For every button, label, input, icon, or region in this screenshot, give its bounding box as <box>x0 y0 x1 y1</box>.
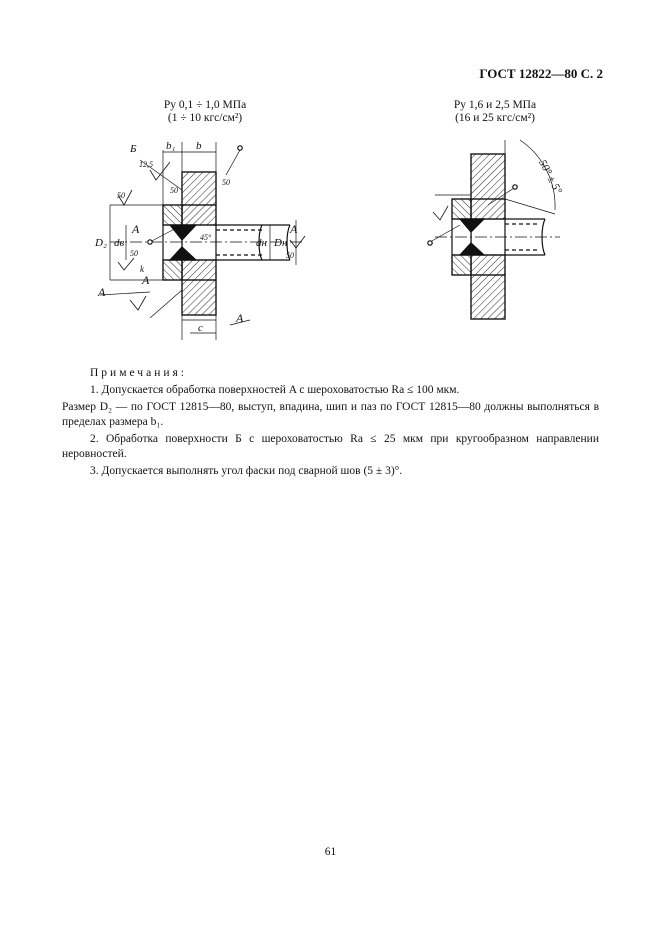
label-surface-a-2: A <box>290 222 298 236</box>
label-c: c <box>198 322 203 334</box>
note-1-size: Размер D₂ — по ГОСТ 12815—80, выступ, впадина, шип и паз по ГОСТ 12815—80 должны выполняться в пределах размера b₁. <box>62 401 599 428</box>
label-dn-outer: Dн <box>274 237 288 249</box>
label-k: k <box>140 264 144 274</box>
label-roughness-12-5: 12,5 <box>139 160 153 169</box>
right-caption-pressure: Pу 1,6 и 2,5 МПа <box>453 99 537 111</box>
notes-section <box>62 366 599 481</box>
label-dn: dн <box>256 237 267 249</box>
label-surface-a-4: A <box>98 285 106 299</box>
label-surface-b: Б <box>130 143 137 155</box>
label-roughness-50-e: 50 <box>286 251 294 260</box>
right-caption-units: (16 и 25 кгс/см²) <box>455 112 535 124</box>
notes-title: Примечания: <box>90 367 187 379</box>
flange-drawings <box>0 0 661 360</box>
label-b1: b₁ <box>166 140 176 152</box>
label-angle-45: 45° <box>200 233 212 242</box>
label-d2: D₂ <box>95 237 107 249</box>
label-roughness-50-d: 50 <box>130 249 138 258</box>
page-number: 61 <box>324 846 337 858</box>
label-angle-50: 50° ± 5° <box>536 157 565 196</box>
label-roughness-50-a: 50 <box>117 191 125 200</box>
document-reference: ГОСТ 12822—80 С. 2 <box>479 66 603 81</box>
note-3: 3. Допускается выполнять угол фаски под сварной шов (5 ± 3)°. <box>90 465 403 477</box>
note-1: 1. Допускается обработка поверхностей A с шероховатостью Ra ≤ 100 мкм. <box>90 384 460 396</box>
label-surface-a-3: A <box>142 273 150 287</box>
label-dv: dв <box>114 237 125 249</box>
note-2: 2. Обработка поверхности Б с шероховатостью Ra ≤ 25 мкм при кругообразном направлении неровностей. <box>62 433 599 460</box>
label-b: b <box>196 140 202 152</box>
left-caption-units: (1 ÷ 10 кгс/см²) <box>167 112 243 124</box>
label-surface-a-5: A <box>236 311 244 325</box>
label-surface-a-1: A <box>132 222 140 236</box>
label-roughness-50-b: 50 <box>170 186 178 195</box>
label-roughness-50-c: 50 <box>222 178 230 187</box>
left-caption-pressure: Pу 0,1 ÷ 1,0 МПа <box>163 99 247 111</box>
